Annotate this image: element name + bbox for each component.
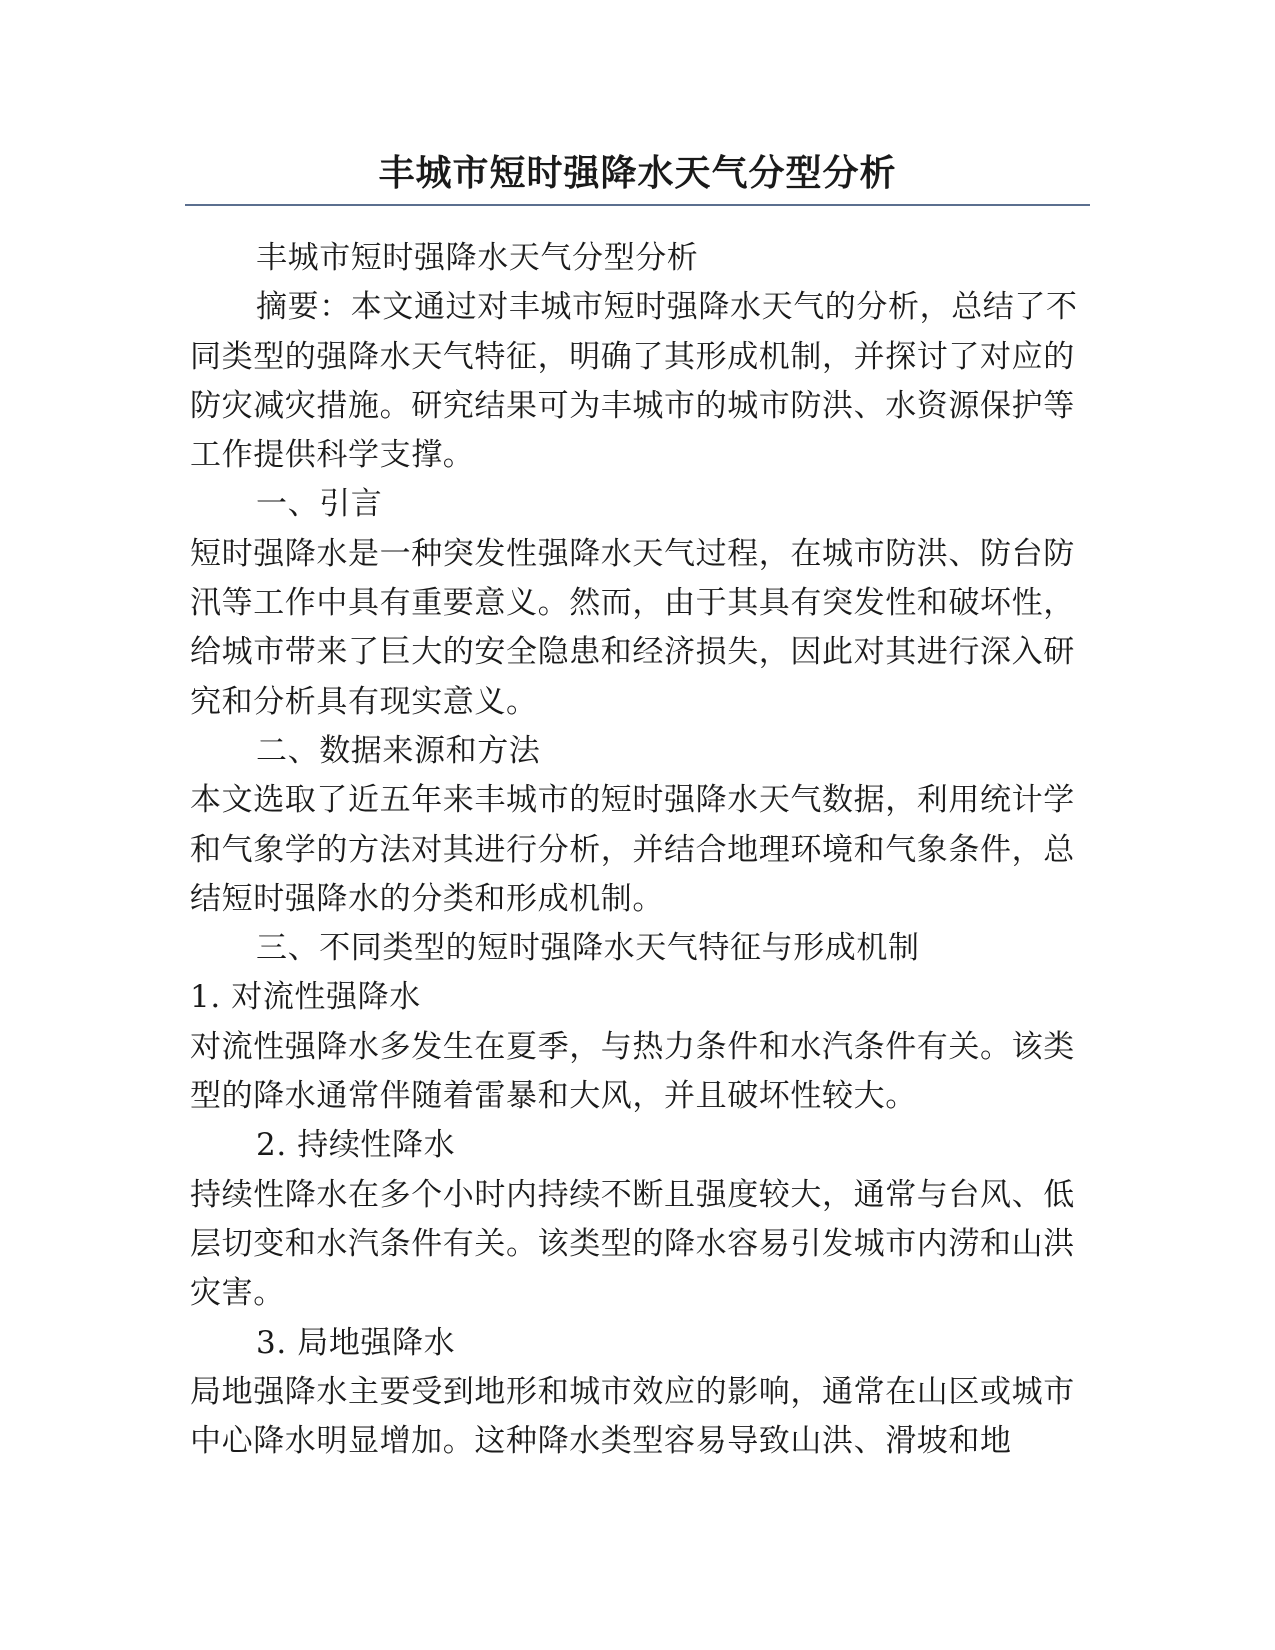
title-divider: [185, 204, 1090, 206]
subheading-persistent: 2. 持续性降水: [256, 1127, 456, 1164]
document-title: 丰城市短时强降水天气分型分析: [378, 152, 897, 194]
subheading-local: 3. 局地强降水: [256, 1324, 456, 1361]
document-body: [190, 234, 1090, 1466]
convective-paragraph: 对流性强降水多发生在夏季，与热力条件和水汽条件有关。该类型的降水通常伴随着雷暴和大风，并且破坏性较大。: [190, 1028, 1075, 1115]
persistent-paragraph: 持续性降水在多个小时内持续不断且强度较大，通常与台风、低层切变和水汽条件有关。该类型的降水容易引发城市内涝和山洪灾害。: [190, 1176, 1075, 1312]
subheading-convective: 1. 对流性强降水: [190, 979, 421, 1016]
section-heading-introduction: 一、引言: [256, 486, 383, 523]
local-paragraph: 局地强降水主要受到地形和城市效应的影响，通常在山区或城市中心降水明显增加。这种降水类型容易导致山洪、滑坡和地: [190, 1373, 1075, 1460]
abstract-paragraph: 摘要：本文通过对丰城市短时强降水天气的分析，总结了不同类型的强降水天气特征，明确了其形成机制，并探讨了对应的防灾减灾措施。研究结果可为丰城市的城市防洪、水资源保护等工作提供科学支撑。: [190, 289, 1078, 474]
body-heading: 丰城市短时强降水天气分型分析: [256, 240, 699, 276]
introduction-paragraph: 短时强降水是一种突发性强降水天气过程，在城市防洪、防台防汛等工作中具有重要意义。然而，由于其具有突发性和破坏性，给城市带来了巨大的安全隐患和经济损失，因此对其进行深入研究和分析具有现实意义。: [190, 535, 1075, 720]
data-methods-paragraph: 本文选取了近五年来丰城市的短时强降水天气数据，利用统计学和气象学的方法对其进行分析，并结合地理环境和气象条件，总结短时强降水的分类和形成机制。: [190, 782, 1075, 917]
section-heading-data-methods: 二、数据来源和方法: [256, 732, 541, 769]
section-heading-types: 三、不同类型的短时强降水天气特征与形成机制: [256, 930, 920, 967]
